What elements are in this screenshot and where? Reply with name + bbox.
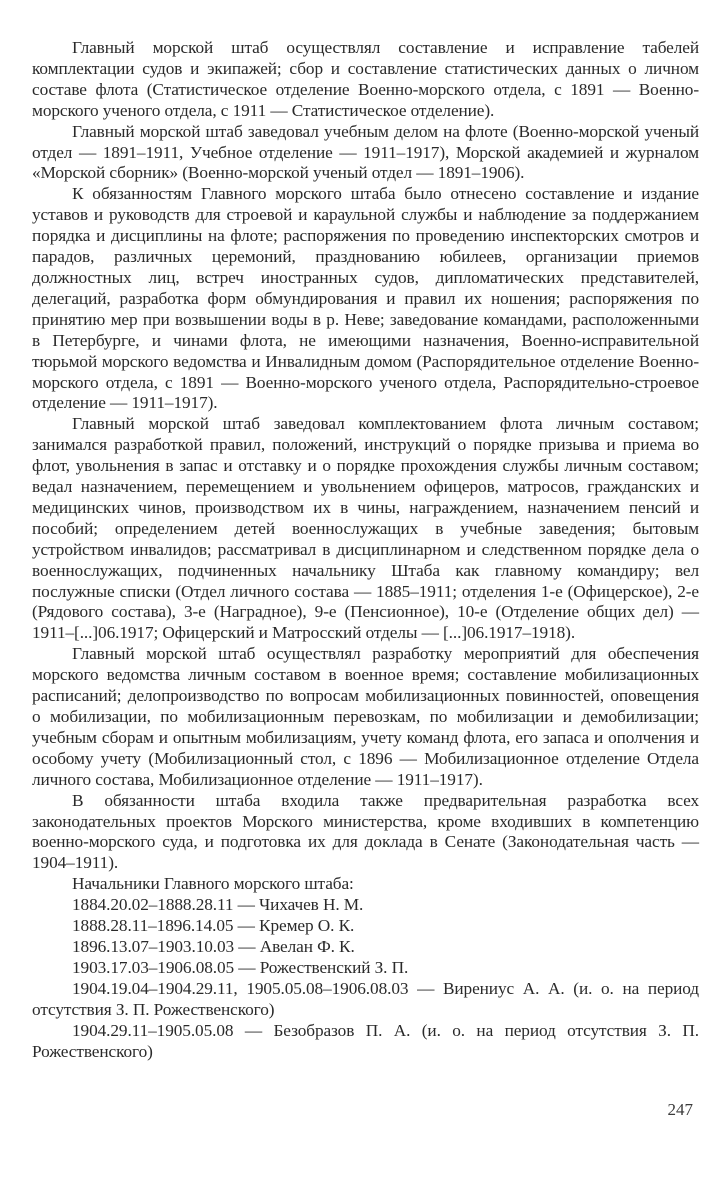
paragraph-legislation: В обязанности штаба входила также предварительная разработка всех законодательных проектов Морского министерства, кроме входивших в компетенцию военно-морского суда, и подготовка их для доклада в Сенате (Законодательная часть — 1904–1911). bbox=[32, 790, 699, 873]
chief-entry: 1896.13.07–1903.10.03 — Авелан Ф. К. bbox=[72, 936, 355, 956]
document-page bbox=[32, 38, 699, 1062]
paragraph-statistics: Главный морской штаб осуществлял составление и исправление табелей комплектации судов и экипажей; сбор и составление статистических данных о личном составе флота (Статистическое отделение Военно-морского отдела, с 1891 — Военно-морского ученого отдела, с 1911 — Статистическое отделение). bbox=[32, 38, 699, 120]
paragraph-mobilization: Главный морской штаб осуществлял разработку мероприятий для обеспечения морского ведомства личным составом в военное время; составление мобилизационных расписаний; делопроизводство по вопросам мобилизационных повинностей, оповещения о мобилизации, по мобилизационным перевозкам, по мобилизации и демобилизации; учебным сборам и опытным мобилизациям, учету команд флота, его запаса и ополчения и особому учету (Мобилизационный стол, с 1896 — Мобилизационное отделение Отдела личного состава, Мобилизационное отделение — 1911–1917). bbox=[32, 644, 699, 789]
chiefs-heading: Начальники Главного морского штаба: bbox=[72, 874, 354, 894]
chief-entry: 1904.19.04–1904.29.11, 1905.05.08–1906.08.03 — Вирениус А. А. (и. о. на период отсутствия З. П. Рожественского) bbox=[32, 978, 699, 1019]
chief-entry: 1904.29.11–1905.05.08 — Безобразов П. А. (и. о. на период отсутствия З. П. Рожественского) bbox=[32, 1020, 699, 1061]
chiefs-list bbox=[32, 874, 699, 1062]
paragraph-education: Главный морской штаб заведовал учебным делом на флоте (Военно-морской ученый отдел — 1891–1911, Учебное отделение — 1911–1917), Морской академией и журналом «Морской сборник» (Военно-морской ученый отдел — 1891–1906). bbox=[32, 121, 699, 183]
paragraph-personnel: Главный морской штаб заведовал комплектованием флота личным составом; занимался разработкой правил, положений, инструкций о порядке призыва и приема во флот, увольнения в запас и отставку и о порядке прохождения службы личным составом; ведал назначением, перемещением и увольнением офицеров, матросов, гражданских и медицинских чинов, производством их в чины, награждением, назначением пенсий и пособий; определением детей военнослужащих в учебные заведения; бытовым устройством инвалидов; рассматривал в дисциплинарном и следственном порядке дела о военнослужащих, подчиненных начальнику Штаба как главному командиру; вел послужные списки (Отдел личного состава — 1885–1911; отделения 1-е (Офицерское), 2-е (Рядового состава), 3-е (Наградное), 9-е (Пенсионное), 10-е (Отделение общих дел) — 1911–[...]06.1917; Офицерский и Матросский отделы — [...]06.1917–1918). bbox=[32, 414, 699, 643]
page-number: 247 bbox=[667, 1100, 693, 1119]
chief-entry: 1903.17.03–1906.08.05 — Рожественский З. П. bbox=[72, 957, 409, 977]
chief-entry: 1888.28.11–1896.14.05 — Кремер О. К. bbox=[72, 916, 355, 936]
chief-entry: 1884.20.02–1888.28.11 — Чихачев Н. М. bbox=[72, 895, 364, 915]
paragraph-regulations: К обязанностям Главного морского штаба было отнесено составление и издание уставов и руководств для строевой и караульной службы и наблюдение за поддержанием порядка и дисциплины на флоте; распоряжения по проведению инспекторских смотров и парадов, различных церемоний, празднованию юбилеев, организации приемов должностных лиц, встреч иностранных судов, дипломатических представителей, делегаций, разработка форм обмундирования и правил их ношения; распоряжения по принятию мер при возвышении воды в р. Неве; заведование командами, расположенными в Петербурге, и чинами флота, не имеющими назначения, Военно-исправительной тюрьмой морского ведомства и Инвалидным домом (Распорядительное отделение Военно-морского отдела, с 1891 — Военно-морского ученого отдела, Распорядительно-строевое отделение — 1911–1917). bbox=[32, 184, 699, 413]
